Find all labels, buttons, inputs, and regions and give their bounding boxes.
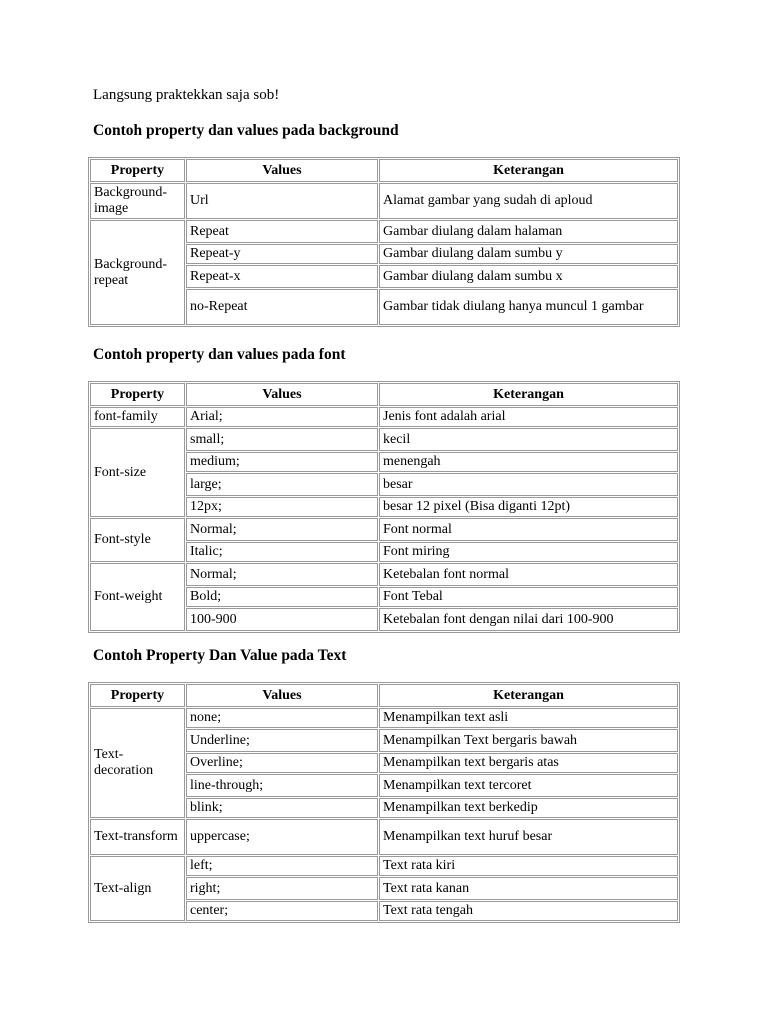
value-cell: small;	[186, 428, 378, 451]
property-cell: Text-align	[90, 856, 185, 921]
table-header-row	[90, 159, 678, 182]
value-cell: none;	[186, 708, 378, 728]
description-cell: Menampilkan text tercoret	[379, 774, 678, 797]
column-header: Values	[186, 159, 378, 182]
table-header-row	[90, 684, 678, 707]
property-cell: Text-transform	[90, 819, 185, 855]
column-header: Keterangan	[379, 684, 678, 707]
table-row	[90, 708, 678, 728]
value-cell: uppercase;	[186, 819, 378, 855]
value-cell: Repeat	[186, 220, 378, 243]
property-cell: Background-image	[90, 183, 185, 219]
table-row	[90, 819, 678, 855]
value-cell: Url	[186, 183, 378, 219]
description-cell: kecil	[379, 428, 678, 451]
description-cell: Gambar diulang dalam sumbu y	[379, 244, 678, 264]
value-cell: Arial;	[186, 407, 378, 427]
value-cell: 12px;	[186, 497, 378, 517]
description-cell: Text rata kiri	[379, 856, 678, 876]
value-cell: Italic;	[186, 542, 378, 562]
table-row	[90, 856, 678, 876]
property-table	[88, 381, 680, 633]
table-row	[90, 220, 678, 243]
table-row	[90, 563, 678, 586]
table-row	[90, 407, 678, 427]
description-cell: Gambar tidak diulang hanya muncul 1 gambar	[379, 289, 678, 325]
description-cell: Menampilkan text bergaris atas	[379, 753, 678, 773]
table-row	[90, 428, 678, 451]
description-cell: Font miring	[379, 542, 678, 562]
property-cell: Text-decoration	[90, 708, 185, 818]
section-heading: Contoh property dan values pada font	[93, 346, 346, 363]
property-cell: Background-repeat	[90, 220, 185, 325]
description-cell: Ketebalan font dengan nilai dari 100-900	[379, 608, 678, 631]
column-header: Property	[90, 383, 185, 406]
value-cell: 100-900	[186, 608, 378, 631]
property-cell: Font-size	[90, 428, 185, 517]
property-cell: Font-style	[90, 518, 185, 562]
column-header: Values	[186, 383, 378, 406]
value-cell: center;	[186, 901, 378, 921]
value-cell: Normal;	[186, 518, 378, 541]
value-cell: line-through;	[186, 774, 378, 797]
table-header-row	[90, 383, 678, 406]
description-cell: Menampilkan text berkedip	[379, 798, 678, 818]
column-header: Values	[186, 684, 378, 707]
description-cell: menengah	[379, 452, 678, 472]
description-cell: Font normal	[379, 518, 678, 541]
property-cell: font-family	[90, 407, 185, 427]
column-header: Property	[90, 159, 185, 182]
value-cell: large;	[186, 473, 378, 496]
description-cell: Jenis font adalah arial	[379, 407, 678, 427]
description-cell: Text rata kanan	[379, 877, 678, 900]
property-table	[88, 157, 680, 327]
column-header: Keterangan	[379, 159, 678, 182]
description-cell: Font Tebal	[379, 587, 678, 607]
column-header: Keterangan	[379, 383, 678, 406]
value-cell: left;	[186, 856, 378, 876]
description-cell: besar	[379, 473, 678, 496]
description-cell: besar 12 pixel (Bisa diganti 12pt)	[379, 497, 678, 517]
section-heading: Contoh property dan values pada background	[93, 122, 399, 139]
description-cell: Gambar diulang dalam sumbu x	[379, 265, 678, 288]
value-cell: right;	[186, 877, 378, 900]
description-cell: Menampilkan Text bergaris bawah	[379, 729, 678, 752]
intro-text: Langsung praktekkan saja sob!	[93, 87, 280, 103]
table-row	[90, 183, 678, 219]
value-cell: Normal;	[186, 563, 378, 586]
value-cell: Repeat-x	[186, 265, 378, 288]
column-header: Property	[90, 684, 185, 707]
value-cell: Overline;	[186, 753, 378, 773]
value-cell: blink;	[186, 798, 378, 818]
description-cell: Text rata tengah	[379, 901, 678, 921]
value-cell: Bold;	[186, 587, 378, 607]
property-cell: Font-weight	[90, 563, 185, 631]
value-cell: medium;	[186, 452, 378, 472]
description-cell: Alamat gambar yang sudah di aploud	[379, 183, 678, 219]
table-row	[90, 518, 678, 541]
description-cell: Menampilkan text huruf besar	[379, 819, 678, 855]
property-table	[88, 682, 680, 923]
description-cell: Gambar diulang dalam halaman	[379, 220, 678, 243]
description-cell: Ketebalan font normal	[379, 563, 678, 586]
description-cell: Menampilkan text asli	[379, 708, 678, 728]
value-cell: Repeat-y	[186, 244, 378, 264]
value-cell: no-Repeat	[186, 289, 378, 325]
value-cell: Underline;	[186, 729, 378, 752]
section-heading: Contoh Property Dan Value pada Text	[93, 647, 347, 664]
